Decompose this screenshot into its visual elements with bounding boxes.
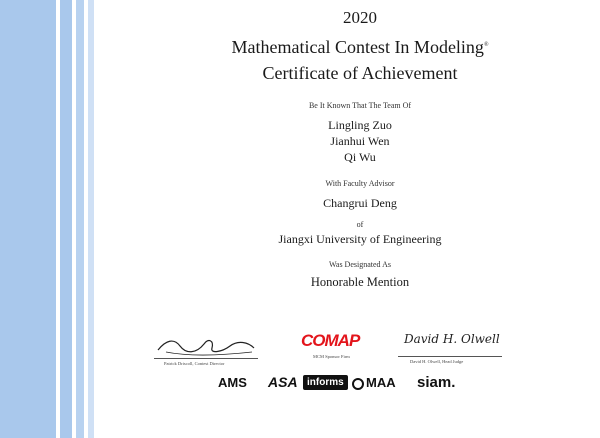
judge-caption: David H. Olwell, Head Judge [410,359,464,364]
signature-line [398,356,502,357]
designation-intro: Was Designated As [328,260,391,269]
university-name: Jiangxi University of Engineering [278,232,442,246]
stripe-thin [76,0,84,438]
signature-line [154,358,258,359]
informs-logo: informs [303,375,348,390]
stripe-mid [60,0,72,438]
stripe-wide [0,0,56,438]
ams-logo: AMS [218,375,247,390]
certificate-subtitle: Certificate of Achievement [262,63,458,83]
maa-logo: MAA [366,375,396,390]
siam-logo: siam. [417,374,456,391]
contest-name: Mathematical Contest In Modeling [231,37,484,57]
registered-mark: ® [483,42,489,48]
judge-signature: David H. Olwell [404,332,500,346]
stripe-thin [88,0,94,438]
team-member: Jianhui Wen [330,134,390,148]
of-text: of [356,220,364,229]
decorative-stripes [0,0,120,438]
comap-logo: COMAP [301,331,360,350]
asa-logo: ASA [268,374,298,390]
certificate [120,0,600,438]
contest-title [120,37,600,58]
director-caption: Patrick Driscoll, Contest Director [164,361,225,366]
team-member: Lingling Zuo [328,118,392,132]
designation: Honorable Mention [310,275,410,289]
director-signature [156,332,256,358]
maa-emblem-icon [352,378,364,390]
advisor-name: Changrui Deng [323,196,397,210]
sponsor-logos [120,373,600,395]
sponsor-caption: MCM Sponsor Firm [313,354,350,359]
advisor-intro: With Faculty Advisor [325,179,395,188]
team-member: Qi Wu [344,150,376,164]
team-intro: Be It Known That The Team Of [308,101,412,110]
certificate-year: 2020 [343,8,377,27]
